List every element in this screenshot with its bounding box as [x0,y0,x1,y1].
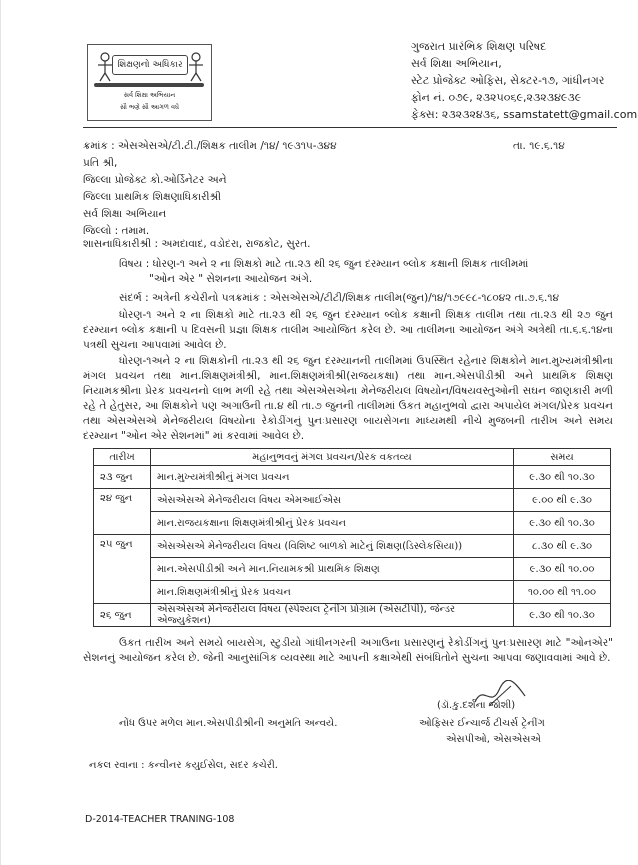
row-time: ૯.૦૦ થી ૯.૩૦ [514,489,611,512]
reference-number: ક્રમાંક : એસએસએ/ટી.ટી./શિક્ષક તાલીમ /૧૪/ ૧૯૩૧૫-૩૪૪ [83,140,337,152]
letter-date: તા. ૧૯.૬.૧૪ [513,140,565,152]
copy-to-line: નકલ રવાના : કન્વીનર કયુઈસેલ, સદર કચેરી. [89,760,278,771]
pencil-icon [94,83,204,87]
addressee-line: સર્વ શિક્ષા અભિયાન [83,208,167,220]
table-row [94,604,611,627]
row-date: ૨૩ જુન [94,466,151,489]
child-figure-icon [187,51,205,83]
addressee-line: પ્રતિ શ્રી, [83,157,118,169]
logo-banner: શિક્ષણનો અધિકાર [112,55,188,75]
child-figure-icon [96,51,114,83]
org-program: સર્વ શિક્ષા અભિયાન, [411,57,502,70]
row-topic: એસએસએ મેનેજરીયલ વિષય (સ્પેશ્યલ ટ્રેનીંગ પ્રોગ્રામ (એસટીપી), જેન્ડર એજ્યુકેશન) [151,604,514,627]
row-topic: માન.એસપીડીશ્રી અને માન.નિયામકશ્રી પ્રાથમિક શિક્ષણ [151,558,514,581]
logo [87,44,212,121]
row-topic: માન.શિક્ષણમંત્રીશ્રીનું પ્રેરક પ્રવચન [151,581,514,604]
row-time: ૯.૩૦ થી ૧૦.૩૦ [514,512,611,535]
row-date: ૨૪ જુન [94,489,151,535]
closing-paragraph: ઉકત તારીખ અને સમયે બાયસેગ, સ્ટુડીયો ગાંધીનગરની અગાઉના પ્રસારણનું રેકોડીંગનું પુનઃપ્રસારણ માટે "ઓનએર" સેશનનું આયોજન કરેલ છે. જેની આનુસાંગિક વ્યવસ્થા માટે આપની કક્ષાએથી સંબંધિતોને સુચના આપવા જણાવવામાં આવે છે. [83,637,613,664]
row-topic: માન.મુખ્યમંત્રીશ્રીનું મંગલ પ્રવચન [151,466,514,489]
table-row [94,558,611,581]
row-topic: એસએસએ મેનેજરીયલ વિષય એમઆઈએસ [151,489,514,512]
body-paragraph-2: ધોરણ-૧અને ૨ ના શિક્ષકોની તા.૨૩ થી ૨૬ જુન દરમ્યાનની તાલીમમાં ઉપસ્થિત રહેનાર શિક્ષકોને માન.મુખ્યમંત્રીશ્રીના મંગલ પ્રવચન તથા માન.શિક્ષણમંત્રીશ્રી, માન.શિક્ષણમંત્રીશ્રી(રાજયકક્ષા) તથા માન.એસપીડીશ્રી અને પ્રાથમિક શિક્ષણ નિયામકશ્રીના પ્રેરક પ્રવચનનો લાભ મળી રહે તથા એસએસએના મેનેજરીયલ વિષયોન/વિષયવસ્તુઓની સઘન જાણકારી મળી રહે તે હેતુસર, આ શિક્ષકોને પણ અગાઉની તા.૪ થી તા.૭ જુનની તાલીમમાં ઉકત મહાનુભવો દ્વારા અપાયેલ મંગલ/પ્રેરક પ્રવચન તથા એસએસએ મેનેજરીયલ વિષયોના રેકોડીંગનું પુનઃપ્રસારણ બાયસેગના માધ્યમથી નીચે મુજબની તારીખ અને સમય દરમ્યાન "ઓન એર સેશનમાં" માં કરવામાં આવેલ છે. [83,355,613,442]
table-header-row [94,449,611,466]
addressee-line: જિલ્લા પ્રોજેક્ટ કો.ઓર્ડિનેટર અને [83,174,227,186]
row-time: ૮.૩૦ થી ૯.૩૦ [514,535,611,558]
column-header-date: તારીખ [94,449,151,466]
row-date: ૨૫ જુન [94,535,151,604]
table-row [94,489,611,512]
row-time: ૯.૩૦ થી ૧૦.૦૦ [514,558,611,581]
note-line: નોંધ ઉપર મળેલ માન.એસપીડીશ્રીની અનુમતિ અન્વયે. [119,718,338,729]
org-fax-email: ફેક્સ: ૨૩૨૩૨૪૩૬, ssamstatett@gmail.com [411,108,638,121]
body-paragraph-1: ધોરણ-૧ અને ૨ ના શિક્ષકો માટે તા.૨૩ થી ૨૬ જુન દરમ્યાન બ્લોક કક્ષાની શિક્ષક તાલીમ તથા તા.૨૩ થી ૨૭ જુન દરમ્યાન બ્લોક કક્ષાની ૫ દિવસની પ્રજ્ઞા શિક્ષક તાલીમ આયોજિત કરેલ છે. આ તાલીમના આયોજન અંગે અત્રેથી તા.૬.૬.૧૪ના પત્રથી સુચના આપવામાં આવેલ છે. [83,309,613,351]
signatory-name: (ડૉ.કુ.દર્શના જોશી) [437,700,516,711]
subject-line-2: "ઓન એર " સેશનના આયોજન અંગે. [149,273,313,285]
row-date: ૨૬ જુન [94,604,151,627]
signatory-title: ઓફિસર ઈન્ચાર્જ ટીચર્સ ટ્રેનીંગ [419,718,545,729]
org-address: સ્ટેટ પ્રોજેક્ટ ઓફિસ, સેક્ટર-૧૭, ગાંધીનગર [411,74,605,87]
table-row [94,581,611,604]
header-divider [83,127,617,128]
org-phone: ફોન નં. ૦૭૯, ૨૩૨૫૦૬૯,૨૩૨૩૪૯૩૯ [411,91,582,104]
document-code: D-2014-TEACHER TRANING-108 [85,814,235,825]
column-header-time: સમય [514,449,611,466]
row-time: ૯.૩૦ થી ૧૦.૩૦ [514,604,611,627]
addressee-line: શાસનાધિકારીશ્રી : અમદાવાદ, વડોદરા, રાજકોટ, સુરત. [83,238,311,250]
addressee-line: જિલ્લો : તમામ. [83,225,150,237]
row-topic: એસએસએ મેનેજરીયલ વિષય (વિશિષ્ટ બાળકો માટેનું શિક્ષણ(ડિસ્લેકસિયા)) [151,535,514,558]
signatory-office: એસપીઓ, એસએસએ [446,734,541,745]
row-topic: માન.રાજયકક્ષાના શિક્ષણમંત્રીશ્રીનું પ્રેરક પ્રવચન [151,512,514,535]
table-row [94,466,611,489]
schedule-table [93,448,611,627]
row-time: ૧૦.૦૦ થી ૧૧.૦૦ [514,581,611,604]
row-time: ૯.૩૦ થી ૧૦.૩૦ [514,466,611,489]
column-header-topic: મહાનુભવનું મંગલ પ્રવચન/પ્રેરક વકતવ્ય [151,449,514,466]
addressee-line: જિલ્લા પ્રાથમિક શિક્ષણાધિકારીશ્રી [83,191,222,203]
reference-citation: સંદર્ભ : અત્રેની કચેરીનો પત્રક્રમાંક : એસએસએ/ટીટી/શિક્ષક તાલીમ(જુન)/૧૪/૧૭૯૯૮-૧૮૦૪૨ તા.૭.૬.૧૪ [119,292,560,304]
subject-line: વિષય : ધોરણ-૧ અને ૨ ના શિક્ષકો માટે તા.૨૩ થી ૨૬ જુન દરમ્યાન બ્લોક કક્ષાની શિક્ષક તાલીમમાં [119,258,529,270]
logo-tagline: સર્વ શિક્ષા અભિયાન [123,91,176,99]
table-row [94,535,611,558]
logo-motto: સૌ ભણે સૌ આગળ વધે [119,103,180,111]
table-row [94,512,611,535]
org-name: ગુજરાત પ્રારંભિક શિક્ષણ પરિષદ [411,40,547,53]
